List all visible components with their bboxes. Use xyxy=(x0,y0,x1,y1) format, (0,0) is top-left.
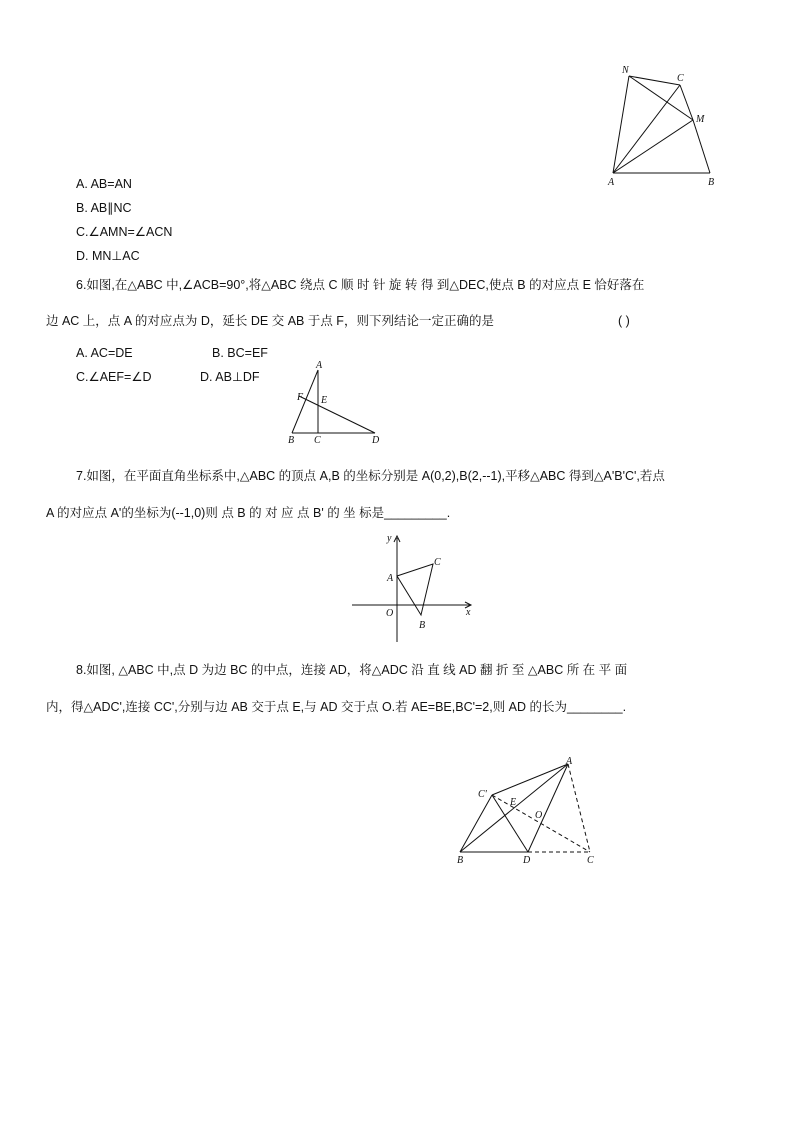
q8-label-c: C xyxy=(587,855,594,866)
q5-figure xyxy=(600,60,730,190)
q6-stem-line1: 6.如图,在△ABC 中,∠ACB=90°,将△ABC 绕点 C 顺 时 针 旋 转 得 到△DEC,使点 B 的对应点 E 恰好落在 xyxy=(76,278,645,292)
q6-label-e: E xyxy=(321,395,328,406)
q6-label-b: B xyxy=(288,435,295,446)
q6-label-a: A xyxy=(316,360,323,371)
q8-label-c-prime: C' xyxy=(478,789,487,800)
q7-stem-line1: 7.如图，在平面直角坐标系中,△ABC 的顶点 A,B 的坐标分别是 A(0,2),B(2,--1),平移△ABC 得到△A'B'C',若点 xyxy=(76,469,665,483)
q5-option-d: D. MN⊥AC xyxy=(76,249,140,263)
q7-label-o: O xyxy=(386,608,394,619)
q7-label-y: y xyxy=(387,533,392,544)
q8-label-d: D xyxy=(523,855,531,866)
q7-label-b: B xyxy=(419,620,426,631)
q6-answer-paren: ( ) xyxy=(618,314,630,328)
q5-label-a: A xyxy=(608,177,615,188)
q8-label-e: E xyxy=(510,797,517,808)
q6-stem-line2: 边 AC 上，点 A 的对应点为 D，延长 DE 交 AB 于点 F，则下列结论一定正确的是 xyxy=(46,314,494,328)
q5-label-b: B xyxy=(708,177,715,188)
q7-stem-line2: A 的对应点 A'的坐标为(--1,0)则 点 B 的 对 应 点 B' 的 坐 标是_________. xyxy=(46,506,451,520)
q8-label-a: A xyxy=(566,756,573,767)
q8-stem-line1: 8.如图, △ABC 中,点 D 为边 BC 的中点，连接 AD，将△ADC 沿 直 线 AD 翻 折 至 △ABC 所 在 平 面 xyxy=(76,663,628,677)
q5-label-c: C xyxy=(677,73,684,84)
q6-option-c: C.∠AEF=∠D xyxy=(76,370,152,384)
q5-option-b: B. AB∥NC xyxy=(76,201,132,215)
q7-label-x: x xyxy=(466,607,471,618)
q8-label-o: O xyxy=(535,810,543,821)
q5-label-n: N xyxy=(622,65,629,76)
q6-option-b: B. BC=EF xyxy=(212,346,268,360)
q5-option-c: C.∠AMN=∠ACN xyxy=(76,225,173,239)
q7-figure xyxy=(345,530,480,648)
q6-label-d: D xyxy=(372,435,380,446)
q5-label-m: M xyxy=(696,114,705,125)
q8-figure xyxy=(450,755,610,867)
q7-label-a: A xyxy=(387,573,394,584)
q6-label-f: F xyxy=(297,392,304,403)
q6-figure xyxy=(282,360,387,448)
q8-stem-line2: 内，得△ADC',连接 CC',分别与边 AB 交于点 E,与 AD 交于点 O.若 AE=BE,BC'=2,则 AD 的长为________. xyxy=(46,700,627,714)
q6-option-d: D. AB⊥DF xyxy=(200,370,260,384)
q6-label-c: C xyxy=(314,435,321,446)
q7-label-c: C xyxy=(434,557,441,568)
q6-option-a: A. AC=DE xyxy=(76,346,133,360)
q8-label-b: B xyxy=(457,855,464,866)
q5-option-a: A. AB=AN xyxy=(76,177,132,191)
